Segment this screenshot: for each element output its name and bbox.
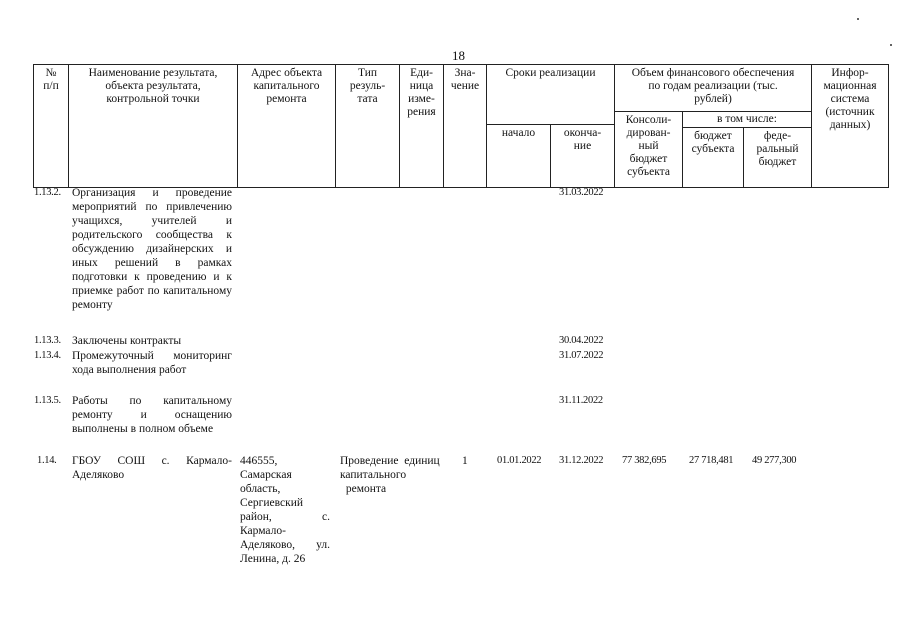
header-address: Адрес объекта капитального ремонта [237,64,335,188]
row-start-date: 01.01.2022 [497,455,542,466]
header-including: в том числе: [682,111,811,127]
row-num: 1.13.4. [34,350,61,361]
scan-speck [890,44,892,46]
header-type: Тип резуль- тата [335,64,399,188]
header-value: Зна- чение [443,64,486,188]
header-federal-budget: феде- ральный бюджет [743,127,811,188]
row-name: ГБОУ СОШ с. Кармало-Аделяково [72,455,232,481]
header-subject-budget: бюджет субъекта [682,127,743,188]
header-unit: Еди- ница изме- рения [399,64,443,188]
header-finance: Объем финансового обеспечения по годам реализации (тыс. рублей) [614,64,811,111]
table-header [33,64,889,188]
row-subject-budget: 27 718,481 [689,455,734,466]
row-end-date: 31.11.2022 [559,395,603,406]
header-end: оконча- ние [550,124,614,188]
scan-speck [857,18,859,20]
row-name: Организация и проведение мероприятий по привлечению учащихся, учителей и родительского сообщества к обсуждению дизайнерских и иных решений в рамках подготовки к проведению и к приемке работ по капитальному ремонту [72,187,232,311]
row-name: Работы по капитальному ремонту и оснащению выполнены в полном объеме [72,395,232,435]
row-end-date: 31.03.2022 [559,187,604,198]
header-consolidated: Консоли- дирован- ный бюджет субъекта [614,111,682,188]
row-end-date: 31.12.2022 [559,455,604,466]
row-value: 1 [462,455,468,467]
header-terms: Сроки реализации [486,64,614,124]
header-name: Наименование результата, объекта результата, контрольной точки [68,64,237,188]
row-num: 1.14. [37,455,57,466]
header-start: начало [486,124,550,188]
row-end-date: 31.07.2022 [559,350,604,361]
row-name: Заключены контракты [72,335,182,347]
row-num: 1.13.2. [34,187,61,198]
row-end-date: 30.04.2022 [559,335,604,346]
page-number: 18 [452,48,465,63]
row-unit: единиц [404,455,440,467]
row-consolidated: 77 382,695 [622,455,667,466]
header-info: Инфор- мационная система (источник данных) [811,64,889,188]
row-num: 1.13.3. [34,335,61,346]
row-num: 1.13.5. [34,395,61,406]
header-num: № п/п [33,64,68,188]
row-type: Проведение капитального ремонта [340,455,407,495]
row-address: 446555, Самарская область, Сергиевский район, с. Кармало-Аделяково, ул. Ленина, д. 26 [240,455,330,565]
row-federal-budget: 49 277,300 [752,455,797,466]
row-name: Промежуточный мониторинг хода выполнения работ [72,350,232,376]
